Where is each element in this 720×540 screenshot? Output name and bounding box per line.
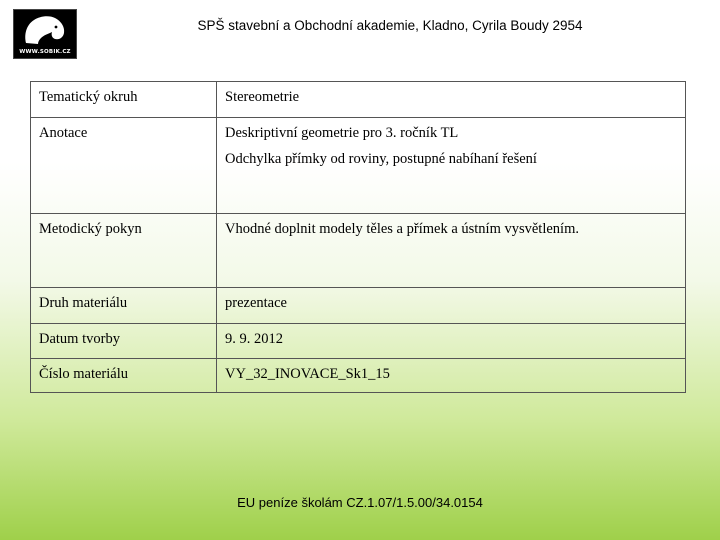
table-row-material-number bbox=[31, 359, 686, 393]
row-label: Tematický okruh bbox=[31, 82, 217, 118]
value-line: Deskriptivní geometrie pro 3. ročník TL bbox=[225, 125, 459, 141]
value-line: Odchylka přímky od roviny, postupné nabíhaní řešení bbox=[225, 151, 537, 167]
footer-text: EU peníze školám CZ.1.07/1.5.00/34.0154 bbox=[237, 495, 483, 510]
row-value bbox=[217, 324, 686, 359]
info-table bbox=[30, 81, 686, 393]
row-value bbox=[217, 82, 686, 118]
row-value bbox=[217, 214, 686, 288]
horse-head-icon bbox=[22, 13, 68, 47]
table-row-topic bbox=[31, 82, 686, 118]
logo-text: WWW.SOBIK.CZ bbox=[19, 49, 71, 55]
school-logo bbox=[13, 9, 77, 59]
row-label: Druh materiálu bbox=[31, 288, 217, 324]
row-label: Anotace bbox=[31, 118, 217, 214]
value-line: 9. 9. 2012 bbox=[225, 331, 283, 347]
table-row-method bbox=[31, 214, 686, 288]
table-row-date bbox=[31, 324, 686, 359]
row-label: Číslo materiálu bbox=[31, 359, 217, 393]
table-row-material-type bbox=[31, 288, 686, 324]
value-line: VY_32_INOVACE_Sk1_15 bbox=[225, 366, 390, 382]
row-value bbox=[217, 288, 686, 324]
value-line: Stereometrie bbox=[225, 89, 300, 105]
row-label: Datum tvorby bbox=[31, 324, 217, 359]
page-title: SPŠ stavební a Obchodní akademie, Kladno, Cyrila Boudy 2954 bbox=[197, 18, 583, 33]
value-line: prezentace bbox=[225, 295, 287, 311]
row-label: Metodický pokyn bbox=[31, 214, 217, 288]
row-value bbox=[217, 118, 686, 214]
value-line: Vhodné doplnit modely těles a přímek a ústním vysvětlením. bbox=[225, 221, 579, 237]
table-row-annotation bbox=[31, 118, 686, 214]
row-value bbox=[217, 359, 686, 393]
